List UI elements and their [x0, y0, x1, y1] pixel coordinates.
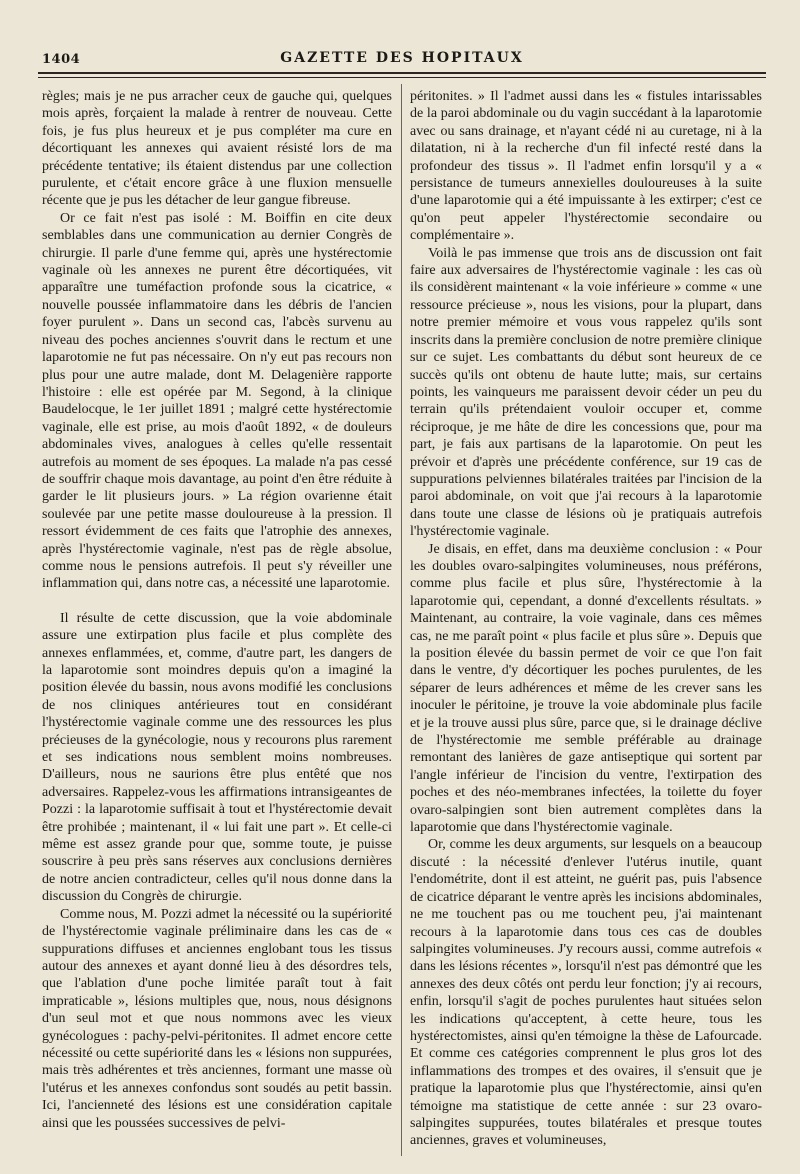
header-rule-thick: [38, 72, 766, 74]
paragraph: règles; mais je ne pus arracher ceux de gauche qui, quelques mois après, forçaient la malade à rentrer de nouveau. Cette fois, je fus plus heureux et je pus compléter ma cure en décortiquant les annexes qui avaient résisté lors de ma précédente tentative; ils étaient distendus par une collection purulente, et c'était encore grâce à une fluxion mensuelle récente que je pus les détacher de leur gangue fibreuse.: [42, 89, 392, 209]
paragraph: Comme nous, M. Pozzi admet la nécessité ou la supériorité de l'hystérectomie vaginale préliminaire dans les cas de « suppurations diffuses et anciennes englobant tous les tissus autour des annexes et ayant donné lieu à des désordres tels, que l'ablation d'une poche limitée paraît tout à fait impraticable », lésions multiples que, nous, nous désignons d'un seul mot et que nous nommons avec les vieux gynécologues : pachy-pelvi-péritonites. Il admet encore cette nécessité ou cette supériorité dans les « lésions non suppurées, mais très adhérentes et très anciennes, formant une masse où l'utérus et les annexes confondus sont soudés au petit bassin. Ici, l'ancienneté des lésions est une considération capitale ainsi que les poussées successives de pelvi-: [42, 906, 392, 1131]
paragraph: Or ce fait n'est pas isolé : M. Boiffin en cite deux semblables dans une communication au dernier Congrès de chirurgie. Il parle d'une femme qui, après une hystérectomie vaginale où les annexes ne purent être décortiquées, vit apparaître une tuméfaction profonde sous la cicatrice, « nouvelle poussée inflammatoire dans les débris de l'ancien foyer purulent ». Dans un second cas, l'abcès survenu au niveau des poches anciennes s'ouvrit dans le rectum et une laparotomie ne fut pas nécessaire. On n'y eut pas recours non plus pour une autre malade, dont M. Delagenière rapporte l'histoire : elle est opérée par M. Segond, à la clinique Baudelocque, le 1er juillet 1891 ; malgré cette hystérectomie vaginale, elle est prise, au mois d'août 1892, « de douleurs abdominales vives, analogues à celles qu'elle ressentait autrefois au moment de ses époques. La malade n'a pas cessé de souffrir chaque mois davantage, au point d'en être réduite à garder le lit plusieurs jours. » La région ovarienne était soulevée par une petite masse douloureuse à la pression. Il ressort évidemment de ces faits que l'atrophie des annexes, après l'hystérectomie vaginale, n'est pas de règle absolue, comme nous le pensions autrefois. Il peut s'y réveiller une inflammation qui, dans notre cas, a nécessité une laparotomie.: [42, 210, 392, 592]
page-header: [38, 46, 766, 72]
paragraph: Il résulte de cette discussion, que la voie abdominale assure une extirpation plus facile et plus complète des annexes enflammées, et, comme, d'autre part, les dangers de la laparotomie sont moindres depuis qu'on a imaginé la position élevée du bassin, nous avons modifié les conclusions de nos cliniques antérieures tout en considérant l'hystérectomie vaginale comme une des ressources les plus précieuses de la gynécologie, nous y recourons plus rarement et ses indications nous semblent moins nombreuses. D'ailleurs, nous ne saurions être plus entêté que nos adversaires. Rappelez-vous les affirmations intransigeantes de Pozzi : la laparotomie suffisait à tout et l'hystérectomie devait être prohibée ; maintenant, il « lui fait une part ». Et celle-ci même est assez grande pour que, somme toute, je puisse souscrire à peu près sans réserves aux conclusions dernières de notre ancien contradicteur, celles qu'il nous donne dans la discussion du Congrès de chirurgie.: [42, 610, 392, 905]
left-column: [42, 88, 392, 1132]
paragraph: Je disais, en effet, dans ma deuxième conclusion : « Pour les doubles ovaro-salpingites volumineuses, nous préférons, comme plus facile et plus sûre, l'hystérectomie à la laparotomie qui, cependant, a donné d'excellents résultats. » Maintenant, au contraire, la voie vaginale, dans ces mêmes cas, ne me paraît point « plus facile et plus sûre ». Depuis que la position élevée du bassin permet de voir ce que l'on fait dans le ventre, d'y décortiquer les poches purulentes, de les séparer de leurs adhérences et même de les crever sans les inoculer le péritoine, je trouve la voie abdominale plus facile et je la trouve aussi plus sûre, parce que, si le drainage déclive de l'hystérectomie me semble préférable au drainage remontant des lanières de gaze antiseptique qui sortent par l'angle inférieur de l'incision du ventre, l'extirpation des poches et des néo-membranes infectées, la toilette du foyer ovaro-salpingien sont bien autrement complètes dans la laparotomie que dans l'hystérectomie vaginale.: [410, 541, 762, 836]
paragraph: péritonites. » Il l'admet aussi dans les « fistules intarissables de la paroi abdominale ou du vagin succédant à la laparotomie avec ou sans drainage, et n'ayant cédé ni au curetage, ni à la dilatation, ni à la recherche d'un fil infecté resté dans la profondeur des tissus ». Il l'admet enfin lorsqu'il y a « persistance de tumeurs annexielles douloureuses à la suite d'une laparotomie qui a été impuissante à les extirper; c'est ce qu'on peut appeler l'hystérectomie secondaire ou complémentaire ».: [410, 89, 762, 244]
paragraph: Voilà le pas immense que trois ans de discussion ont fait faire aux adversaires de l'hystérectomie vaginale : les cas où ils considèrent maintenant « la voie inférieure » comme « une ressource précieuse », nous les visions, pour la plupart, dans notre premier mémoire et vous vous rappelez qu'ils sont inscrits dans la première conclusion de notre première clinique sur ce sujet. Les combattants du début sont heureux de ce succès qu'ils ont obtenu de haute lutte; mais, sur certains points, les vainqueurs me paraissent devoir céder un peu du terrain qu'ils prétendaient vouloir occuper et, comme réciproque, je me hâte de dire les concessions que, pour ma part, je fais aux partisans de la laparotomie. On peut les prévoir et d'après une précédente conférence, sur 19 cas de suppurations pelviennes bilatérales traitées par l'incision de la paroi abdominale, on voit que j'ai recours à la laparotomie dans toute une classe de lésions où je pratiquais autrefois l'hystérectomie vaginale.: [410, 245, 762, 540]
header-rule-thin: [38, 77, 766, 78]
page-number: 1404: [42, 52, 81, 67]
right-column: [410, 88, 762, 1150]
journal-title: GAZETTE DES HOPITAUX: [280, 50, 524, 66]
column-divider: [401, 84, 402, 1156]
paragraph: Or, comme les deux arguments, sur lesquels on a beaucoup discuté : la nécessité d'enlever l'utérus inutile, quant l'endométrite, dont il est atteint, ne guérit pas, puis l'absence de cicatrice déparant le ventre après les incisions abdominales, ne me touchent pas ou me touchent peu, j'ai maintenant recours à la laparotomie dans tous ces cas de doubles salpingites volumineuses. J'y recours aussi, comme autrefois « dans les lésions récentes », lorsqu'il n'est pas démontré que les annexes des deux côtés ont perdu leur fonction; j'y ai recours, enfin, lorsqu'il s'agit de poches purulentes haut situées selon les indications qu'acceptent, à cette heure, tous les hystérectomistes, ainsi qu'en témoigne la thèse de Lafourcade. Et comme ces catégories comprennent le plus gros lot des inflammations des trompes et des ovaires, il s'ensuit que je pratique la laparotomie plus que l'hystérectomie, ainsi qu'en témoigne ma statistique de cette année : sur 23 ovaro-salpingites suppurées, toutes bilatérales et presque toutes anciennes, graves et volumineuses,: [410, 837, 762, 1149]
